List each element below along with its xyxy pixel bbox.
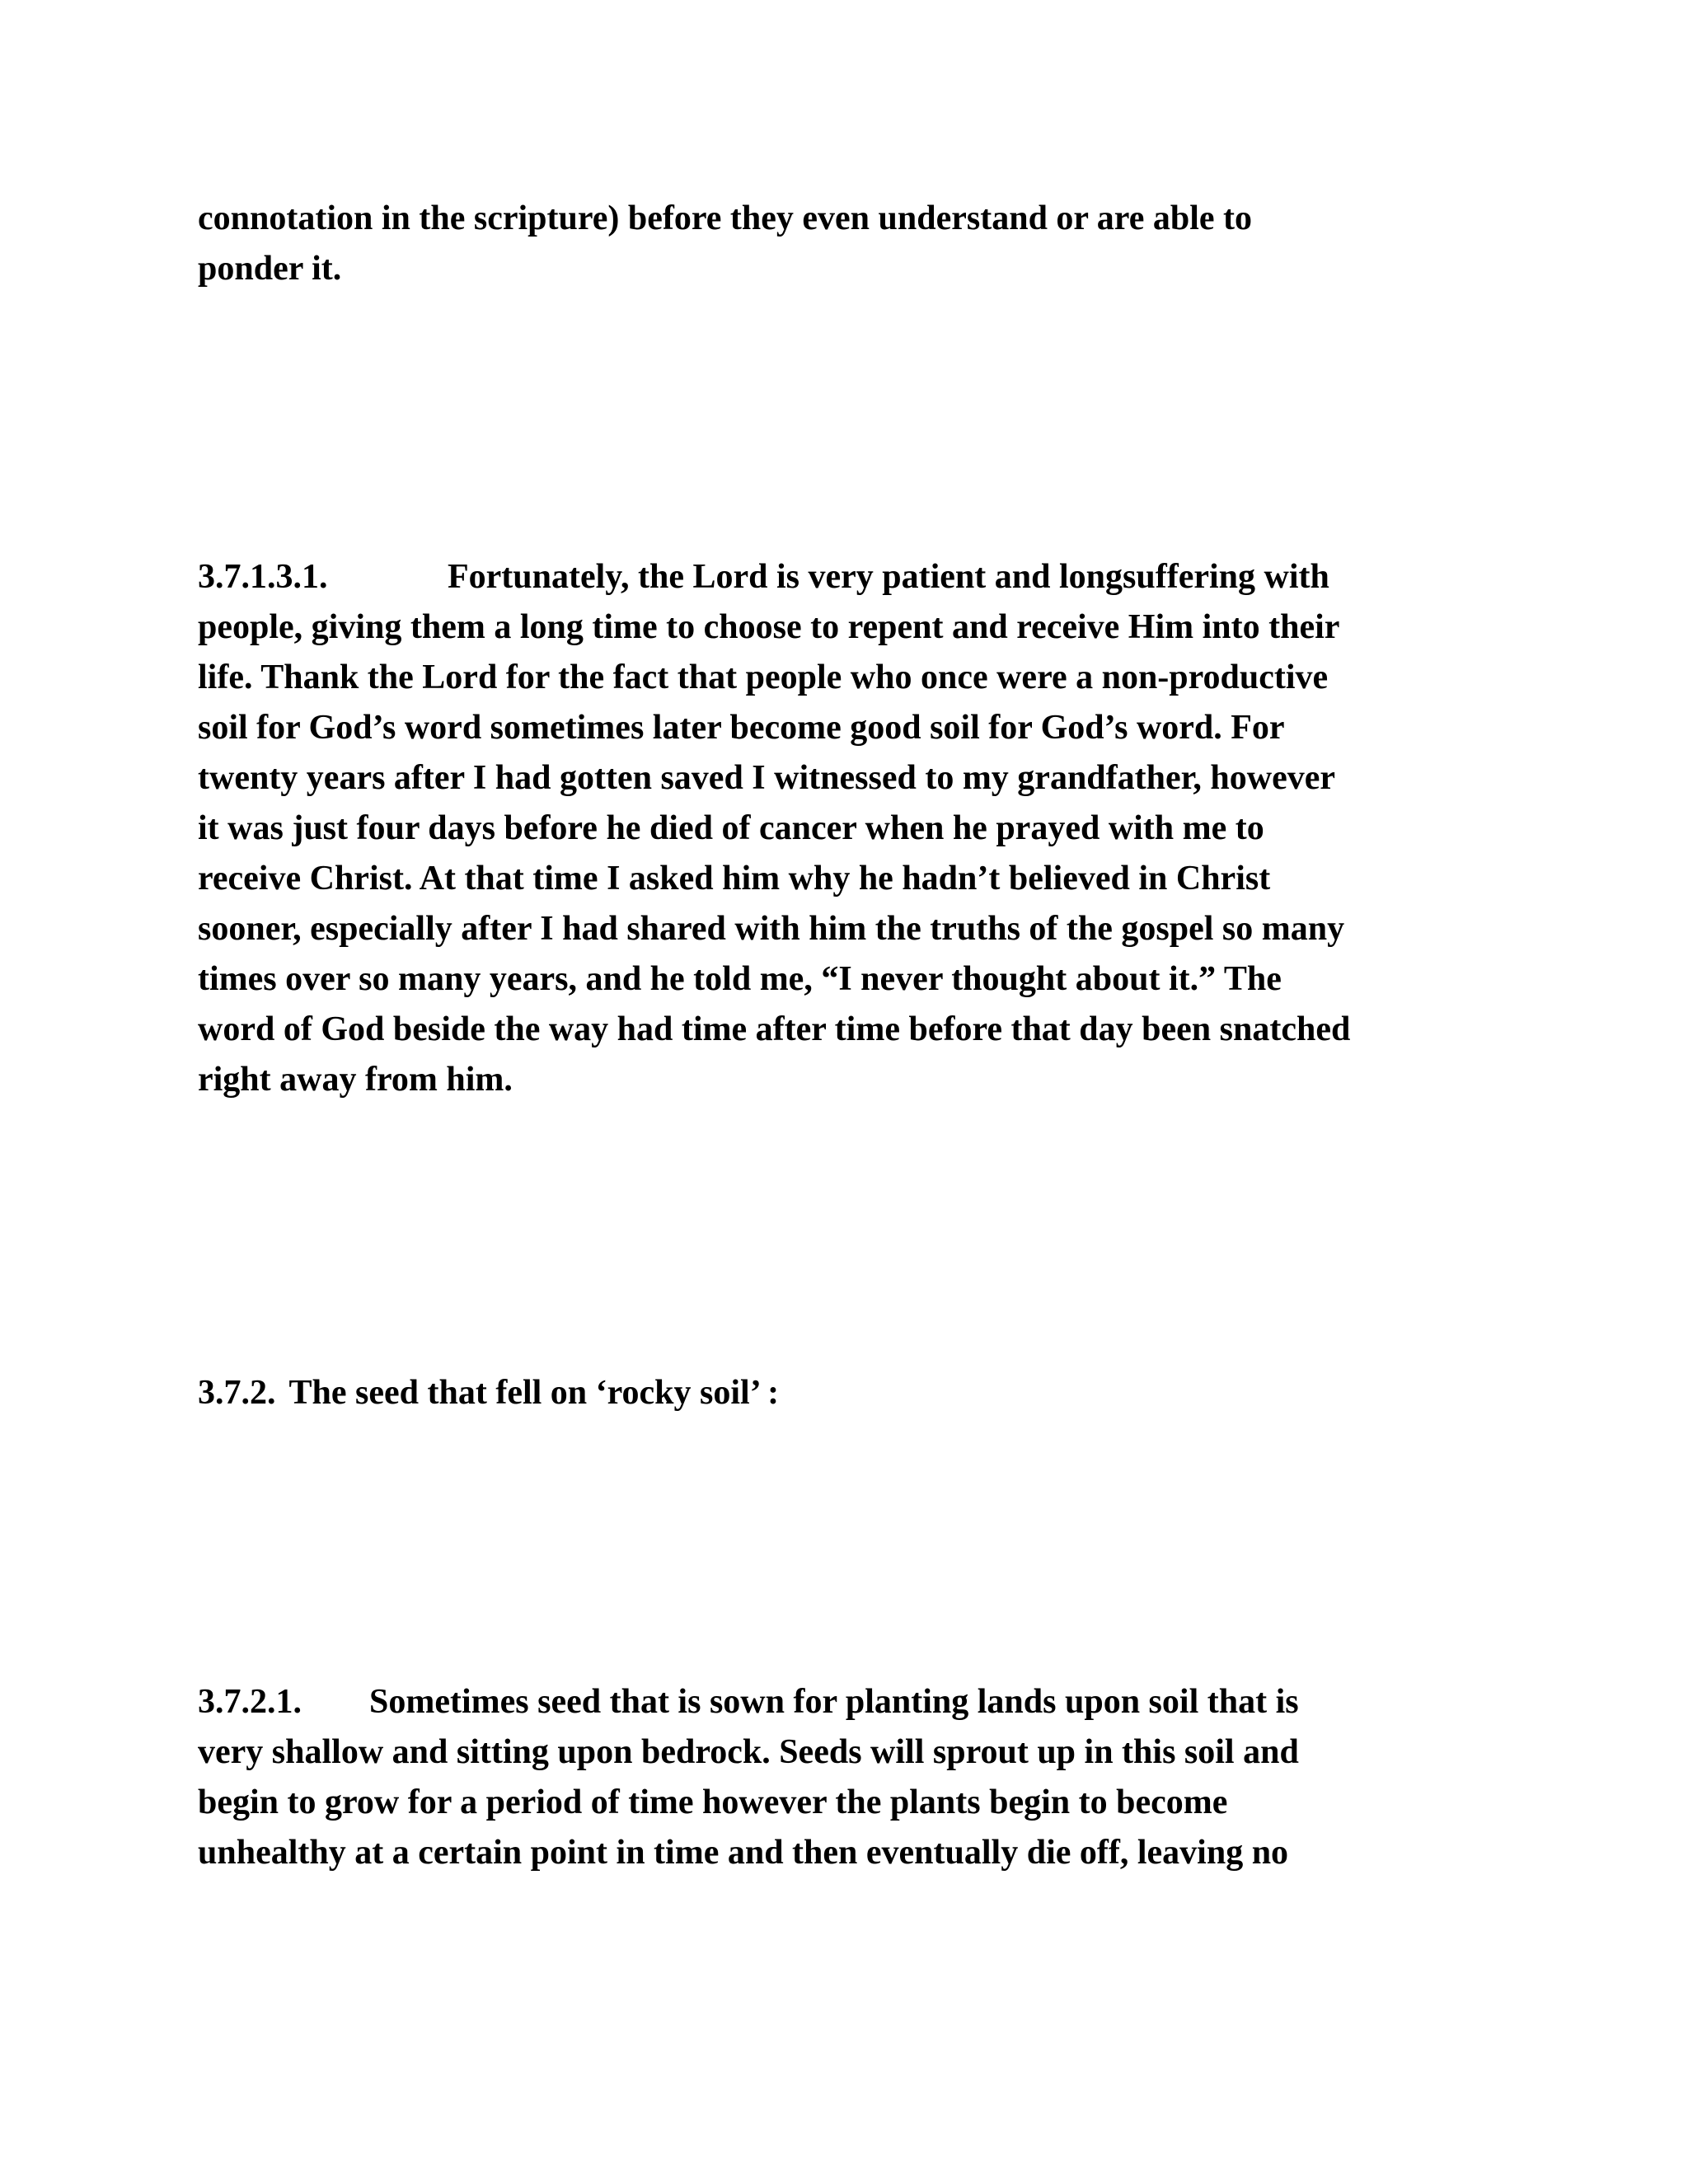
section-heading-3-7-2 xyxy=(198,1368,1517,1418)
text-line: word of God beside the way had time after time before that day been snatched xyxy=(198,1010,1351,1048)
paragraph-number: 3.7.2.1. xyxy=(198,1683,302,1721)
text-line: life. Thank the Lord for the fact that people who once were a non-productive xyxy=(198,658,1329,696)
text-line: people, giving them a long time to choose to repent and receive Him into their xyxy=(198,608,1340,646)
text-line: twenty years after I had gotten saved I witnessed to my grandfather, however xyxy=(198,759,1336,797)
text-line: very shallow and sitting upon bedrock. Seeds will sprout up in this soil and xyxy=(198,1733,1299,1771)
text-line xyxy=(198,552,1517,602)
paragraph-3-7-1-3-1 xyxy=(198,552,1517,1105)
heading-line xyxy=(198,1368,1517,1418)
text-line: soil for God’s word sometimes later become good soil for God’s word. For xyxy=(198,709,1285,747)
paragraph-3-7-2-1 xyxy=(198,1677,1517,1878)
heading-text: The seed that fell on ‘rocky soil’ : xyxy=(288,1374,780,1412)
paragraph-number: 3.7.1.3.1. xyxy=(198,558,328,596)
text-line: it was just four days before he died of cancer when he prayed with me to xyxy=(198,809,1264,847)
paragraph-continuation xyxy=(198,194,1517,294)
text-line: sooner, especially after I had shared with him the truths of the gospel so many xyxy=(198,910,1345,948)
text-line: times over so many years, and he told me, “I never thought about it.” The xyxy=(198,960,1282,998)
text-line: unhealthy at a certain point in time and then eventually die off, leaving no xyxy=(198,1834,1289,1872)
text-line: ponder it. xyxy=(198,250,342,288)
text-line-content: Sometimes seed that is sown for planting lands upon soil that is xyxy=(369,1683,1299,1721)
text-line: right away from him. xyxy=(198,1061,513,1099)
text-line: receive Christ. At that time I asked him why he hadn’t believed in Christ xyxy=(198,860,1271,898)
heading-number: 3.7.2. xyxy=(198,1374,276,1412)
text-line: connotation in the scripture) before they even understand or are able to xyxy=(198,199,1252,237)
text-line-content: Fortunately, the Lord is very patient and longsuffering with xyxy=(448,558,1329,596)
text-line: begin to grow for a period of time however the plants begin to become xyxy=(198,1783,1228,1821)
text-line xyxy=(198,1677,1517,1727)
